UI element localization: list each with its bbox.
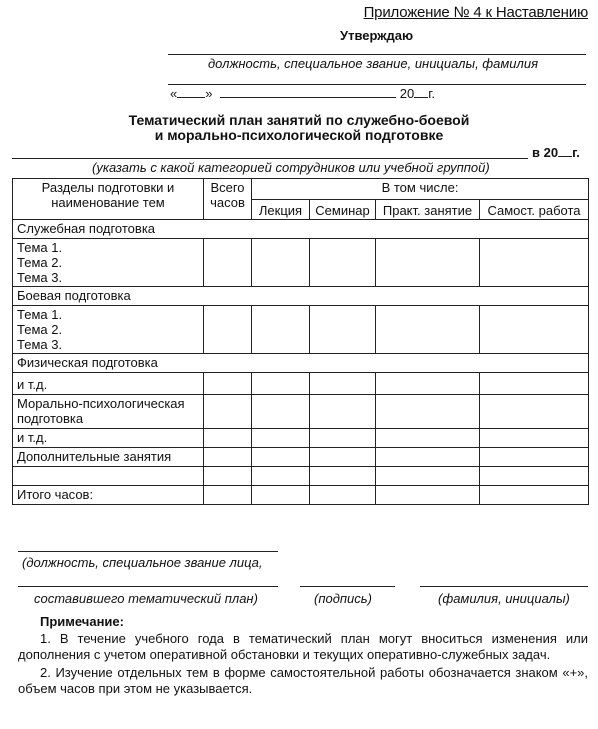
signer-line [168, 54, 586, 55]
topic-1: Тема 1. [17, 307, 63, 322]
header-sections: Разделы подготовки и наименование тем [13, 179, 204, 220]
table-cell[interactable] [480, 486, 589, 505]
table-cell[interactable] [376, 448, 480, 467]
table-row [13, 306, 589, 354]
table-cell[interactable] [204, 306, 252, 354]
table-cell[interactable] [204, 373, 252, 395]
name-line [420, 586, 588, 587]
table-cell[interactable] [480, 306, 589, 354]
table-cell[interactable] [204, 429, 252, 448]
position-line-2 [18, 586, 278, 587]
approve-label: Утверждаю [340, 28, 414, 43]
table-cell[interactable] [376, 429, 480, 448]
table-cell[interactable] [252, 429, 310, 448]
table-cell[interactable] [376, 373, 480, 395]
table-cell[interactable] [204, 448, 252, 467]
table-cell[interactable] [310, 467, 376, 486]
position-caption-1: (должность, специальное звание лица, [22, 555, 263, 570]
position-caption-2: составившего тематический план) [34, 591, 258, 606]
table-cell[interactable] [480, 429, 589, 448]
table-row [13, 287, 589, 306]
header-lecture: Лекция [252, 199, 310, 220]
notes-title: Примечание: [40, 614, 124, 629]
table-cell[interactable] [310, 306, 376, 354]
plan-table [12, 178, 589, 505]
date-line [170, 86, 435, 101]
note-1: 1. В течение учебного года в тематический план могут вноситься изменения или дополнения с учетом оперативной обстановки и текущих оперативно-служебных задач. [18, 631, 588, 662]
table-cell[interactable] [376, 467, 480, 486]
row-moral: Морально-психологическая подготовка [13, 395, 204, 429]
table-cell[interactable] [252, 467, 310, 486]
table-cell[interactable] [252, 306, 310, 354]
table-row [13, 220, 589, 239]
table-row [13, 354, 589, 373]
table-cell[interactable] [252, 239, 310, 287]
table-row [13, 395, 589, 429]
sign-line [300, 586, 395, 587]
table-cell[interactable] [376, 486, 480, 505]
table-cell[interactable] [310, 239, 376, 287]
topics-cell [13, 239, 204, 287]
year-field [532, 145, 580, 160]
section-combat: Боевая подготовка [13, 287, 589, 306]
year-blank [414, 86, 428, 98]
header-including: В том числе: [252, 179, 589, 200]
signer-line-2 [168, 84, 586, 85]
table-row [13, 429, 589, 448]
plan-year-blank [558, 145, 572, 157]
table-cell[interactable] [376, 395, 480, 429]
header-practice: Практ. занятие [376, 199, 480, 220]
table-cell[interactable] [13, 467, 204, 486]
date-close-quote: » [205, 86, 213, 101]
table-cell[interactable] [310, 429, 376, 448]
row-total: Итого часов: [13, 486, 204, 505]
topic-3: Тема 3. [17, 337, 63, 352]
appendix-label: Приложение № 4 к Наставлению [363, 4, 588, 21]
topic-2: Тема 2. [17, 255, 63, 270]
sign-caption: (подпись) [314, 591, 372, 606]
row-etc-1: и т.д. [13, 373, 204, 395]
section-service: Служебная подготовка [13, 220, 589, 239]
table-row [13, 467, 589, 486]
category-line [12, 158, 528, 159]
row-etc-2: и т.д. [13, 429, 204, 448]
table-cell[interactable] [310, 373, 376, 395]
note-2: 2. Изучение отдельных тем в форме самостоятельной работы обозначается знаком «+», объем часов при этом не указывается. [18, 665, 588, 696]
table-cell[interactable] [204, 395, 252, 429]
table-cell[interactable] [480, 467, 589, 486]
day-blank [177, 86, 205, 98]
year-suffix: г. [572, 145, 580, 160]
table-cell[interactable] [480, 373, 589, 395]
section-physical: Физическая подготовка [13, 354, 589, 373]
table-cell[interactable] [310, 395, 376, 429]
table-row [13, 373, 589, 395]
table-cell[interactable] [480, 239, 589, 287]
table-cell[interactable] [310, 486, 376, 505]
topic-2: Тема 2. [17, 322, 63, 337]
header-self-study: Самост. работа [480, 199, 589, 220]
table-cell[interactable] [204, 467, 252, 486]
table-cell[interactable] [480, 395, 589, 429]
table-cell[interactable] [252, 373, 310, 395]
table-cell[interactable] [480, 448, 589, 467]
topic-1: Тема 1. [17, 240, 63, 255]
topic-3: Тема 3. [17, 270, 63, 285]
table-cell[interactable] [252, 448, 310, 467]
header-seminar: Семинар [310, 199, 376, 220]
table-row [13, 448, 589, 467]
position-line [18, 551, 278, 552]
header-row [13, 179, 589, 200]
title-line-2: и морально-психологической подготовке [154, 127, 444, 143]
date-year: 20 [399, 86, 415, 101]
date-open-quote: « [170, 86, 178, 101]
topics-cell [13, 306, 204, 354]
table-cell[interactable] [310, 448, 376, 467]
table-row [13, 486, 589, 505]
title-line-1: Тематический план занятий по служебно-боевой [128, 112, 470, 128]
table-cell[interactable] [204, 486, 252, 505]
table-cell[interactable] [204, 239, 252, 287]
row-additional: Дополнительные занятия [13, 448, 204, 467]
date-suffix: г. [428, 86, 435, 101]
year-prefix: в 20 [532, 145, 559, 160]
table-cell[interactable] [376, 239, 480, 287]
name-caption: (фамилия, инициалы) [438, 591, 570, 606]
header-total: Всего часов [204, 179, 252, 220]
category-caption: (указать с какой категорией сотрудников или учебной группой) [92, 160, 490, 175]
table-cell[interactable] [252, 486, 310, 505]
table-cell[interactable] [252, 395, 310, 429]
month-blank [220, 86, 396, 98]
table-cell[interactable] [376, 306, 480, 354]
table-row [13, 239, 589, 287]
signer-caption: должность, специальное звание, инициалы, фамилия [208, 56, 539, 71]
